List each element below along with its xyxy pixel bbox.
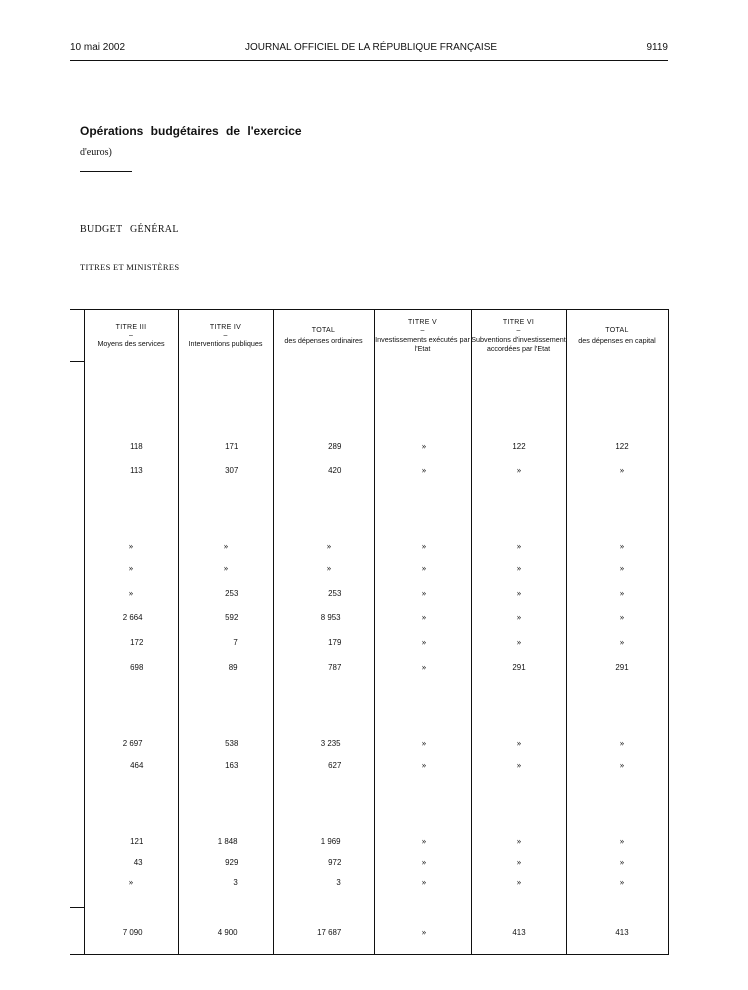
table-cell: 43 — [134, 857, 143, 867]
table-cell: » — [516, 836, 522, 846]
column-header-title: TITRE VI — [502, 319, 535, 327]
table-cell: » — [516, 465, 522, 475]
table-cell: » — [223, 563, 229, 573]
document-title: Opérations budgétaires de l'exercice — [80, 124, 302, 138]
table-cell: 122 — [615, 441, 629, 451]
table-cell: » — [421, 877, 427, 887]
column-header-title: TITRE V — [408, 319, 437, 327]
table-cell: » — [326, 541, 332, 551]
column-header-dash: – — [223, 331, 228, 339]
table-cell: 289 — [327, 441, 341, 451]
table-cell: 171 — [224, 441, 238, 451]
table-cell: » — [619, 612, 625, 622]
table-cell: 291 — [615, 662, 629, 672]
table-cell: » — [516, 877, 522, 887]
table-column-line — [84, 309, 85, 955]
column-header — [178, 312, 273, 360]
table-cell: » — [516, 612, 522, 622]
table-cell: » — [619, 541, 625, 551]
table-cell: 8 953 — [321, 612, 341, 622]
column-header-subtitle: Moyens des services — [97, 339, 165, 349]
table-cell: 307 — [224, 465, 238, 475]
table-cell: » — [421, 738, 427, 748]
column-header — [84, 312, 178, 360]
table-cell: 464 — [129, 760, 143, 770]
table-cell: » — [326, 563, 332, 573]
table-cell: 627 — [327, 760, 341, 770]
column-header-subtitle: Subventions d'investissement accordées par l'Etat — [471, 334, 566, 353]
table-cell: 253 — [327, 588, 341, 598]
title-rule — [80, 171, 132, 172]
table-cell: » — [421, 857, 427, 867]
column-header-title: TOTAL — [605, 327, 629, 335]
table-cell: » — [421, 541, 427, 551]
table-cell: 7 090 — [123, 927, 143, 937]
table-cell: 413 — [615, 927, 629, 937]
table-cell: 113 — [130, 465, 143, 475]
table-cell: » — [421, 662, 427, 672]
table-cell: 420 — [327, 465, 341, 475]
column-header-subtitle: Investissements exécutés par l'Etat — [375, 334, 470, 353]
column-header-dash: – — [516, 327, 521, 335]
column-header-title: TITRE III — [115, 323, 147, 331]
header-date: 10 mai 2002 — [70, 42, 126, 53]
table-bottom-rule — [70, 954, 669, 955]
table-cell: 163 — [224, 760, 238, 770]
table-cell: 2 697 — [123, 738, 143, 748]
table-cell: » — [619, 637, 625, 647]
table-cell: » — [516, 857, 522, 867]
table-cell: » — [516, 563, 522, 573]
table-cell: 787 — [327, 662, 341, 672]
table-cell: » — [516, 738, 522, 748]
table-cell: » — [421, 465, 427, 475]
table-cell: » — [516, 637, 522, 647]
table-cell: » — [516, 541, 522, 551]
table-cell: 172 — [129, 637, 143, 647]
table-cell: » — [619, 857, 625, 867]
table-cell: » — [421, 588, 427, 598]
table-cell: » — [619, 877, 625, 887]
header-rule — [70, 60, 668, 61]
table-cell: 17 687 — [316, 927, 341, 937]
table-cell: 3 235 — [321, 738, 341, 748]
table-cell: » — [421, 836, 427, 846]
column-header-title: TOTAL — [311, 327, 336, 335]
table-column-line — [566, 309, 567, 955]
table-cell: 4 900 — [218, 927, 238, 937]
table-cell: » — [128, 563, 134, 573]
table-cell: » — [421, 927, 427, 937]
table-column-line — [374, 309, 375, 955]
column-header — [566, 312, 668, 360]
table-cell: 1 969 — [321, 836, 341, 846]
table-cell: » — [619, 465, 625, 475]
table-cell: 122 — [512, 441, 526, 451]
section-heading: BUDGET GÉNÉRAL — [80, 224, 179, 235]
table-cell: 972 — [327, 857, 341, 867]
subsection-heading: TITRES ET MINISTÈRES — [80, 262, 180, 272]
table-cell: » — [421, 612, 427, 622]
header-page-number: 9119 — [646, 42, 668, 53]
table-cell: » — [619, 760, 625, 770]
table-cell: 538 — [224, 738, 238, 748]
table-column-line — [273, 309, 274, 955]
table-cell: » — [619, 588, 625, 598]
column-header-subtitle: des dépenses en capital — [578, 335, 656, 345]
table-cell: » — [128, 541, 134, 551]
table-column-line — [178, 309, 179, 955]
column-header — [471, 312, 566, 360]
table-cell: » — [421, 563, 427, 573]
table-total-separator — [70, 907, 84, 908]
table-cell: » — [516, 760, 522, 770]
table-cell: » — [421, 441, 427, 451]
column-header — [374, 312, 471, 360]
table-cell: 1 848 — [218, 836, 238, 846]
document-subtitle: d'euros) — [80, 147, 112, 158]
column-header-title: TITRE IV — [209, 323, 242, 331]
table-cell: 2 664 — [123, 612, 143, 622]
table-cell: » — [421, 760, 427, 770]
table-cell: 592 — [224, 612, 238, 622]
table-cell: » — [421, 637, 427, 647]
column-header-subtitle: des dépenses ordinaires — [284, 335, 363, 345]
table-cell: 7 — [233, 637, 238, 647]
column-header-subtitle: Interventions publiques — [188, 339, 263, 349]
table-cell: 121 — [129, 836, 143, 846]
table-cell: 253 — [224, 588, 238, 598]
table-cell: 291 — [512, 662, 526, 672]
table-cell: 3 — [336, 877, 341, 887]
table-cell: 698 — [129, 662, 143, 672]
table-cell: 118 — [130, 441, 143, 451]
table-cell: 413 — [512, 927, 526, 937]
table-cell: 89 — [229, 662, 238, 672]
table-cell: 3 — [233, 877, 238, 887]
table-column-line — [471, 309, 472, 955]
table-column-line — [668, 309, 669, 955]
table-cell: 179 — [327, 637, 341, 647]
column-header — [273, 312, 374, 360]
table-cell: » — [128, 588, 134, 598]
table-top-rule — [70, 309, 669, 310]
table-cell: » — [619, 836, 625, 846]
table-cell: » — [619, 563, 625, 573]
table-header-separator — [70, 361, 84, 362]
table-cell: » — [516, 588, 522, 598]
column-header-dash: – — [420, 327, 425, 335]
table-cell: » — [128, 877, 134, 887]
column-header-dash: – — [129, 331, 133, 339]
table-cell: » — [619, 738, 625, 748]
table-cell: 929 — [224, 857, 238, 867]
table-cell: » — [223, 541, 229, 551]
header-journal-title: JOURNAL OFFICIEL DE LA RÉPUBLIQUE FRANÇAISE — [244, 42, 498, 53]
